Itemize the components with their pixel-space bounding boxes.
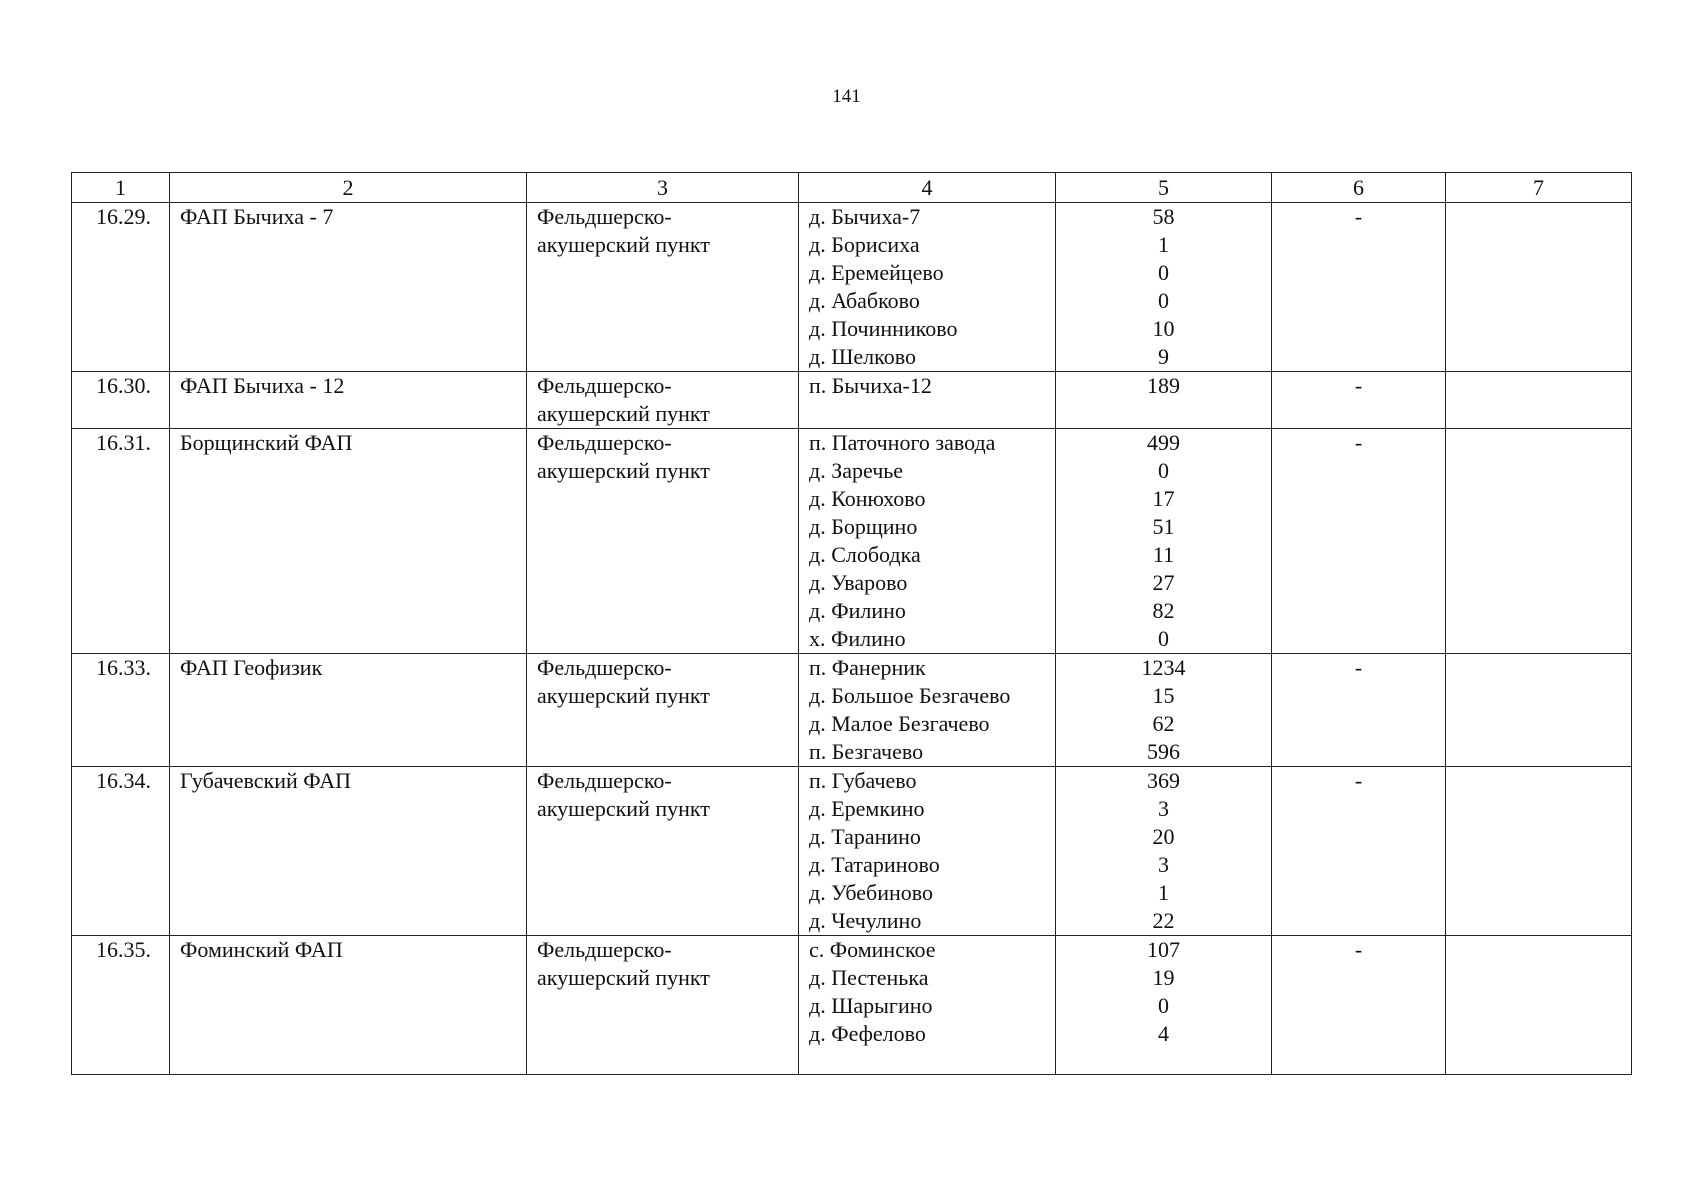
locality-name: п. Бычиха-12 [809,373,932,398]
locality-name: д. Чечулино [809,908,922,933]
locality-name: д. Филино [809,598,906,623]
table-row [72,767,1632,936]
localities-cell [799,203,1056,372]
column-6-cell: - [1272,767,1446,936]
population-value: 189 [1147,373,1180,398]
locality-name: д. Борщино [809,514,918,539]
population-value: 0 [1158,288,1169,313]
column-7-cell [1446,767,1632,936]
facility-type-cell [527,767,799,936]
population-cell [1056,767,1272,936]
population-value: 17 [1152,486,1175,511]
column-header: 7 [1446,173,1632,203]
locality-name: д. Татариново [809,852,940,877]
locality-name: д. Шелково [809,344,916,369]
locality-name: п. Паточного завода [809,430,996,455]
population-cell [1056,936,1272,1075]
locality-name: д. Малое Безгачево [809,711,990,736]
facility-type-cell [527,429,799,654]
population-value: 1234 [1141,655,1186,680]
facility-name-cell: Фоминский ФАП [170,936,527,1075]
column-7-cell [1446,372,1632,429]
table-row [72,654,1632,767]
population-cell [1056,429,1272,654]
locality-name: х. Филино [809,626,906,651]
facility-name-cell: Губачевский ФАП [170,767,527,936]
facility-name-cell: Борщинский ФАП [170,429,527,654]
header-row [72,173,1632,203]
localities-cell [799,936,1056,1075]
row-number-cell: 16.31. [72,429,170,654]
column-header: 1 [72,173,170,203]
population-value: 369 [1147,768,1180,793]
population-value: 4 [1158,1021,1169,1046]
facility-type-line: акушерский пункт [537,965,710,990]
population-value: 27 [1152,570,1175,595]
locality-name: д. Заречье [809,458,904,483]
locality-name: д. Еремейцево [809,260,944,285]
table-body [72,203,1632,1075]
table-row [72,429,1632,654]
facility-type-cell [527,372,799,429]
facility-type-line: акушерский пункт [537,401,710,426]
facility-type-line: Фельдшерско- [537,430,672,455]
locality-name: д. Бычиха-7 [809,204,921,229]
population-value: 9 [1158,344,1169,369]
locality-name: д. Фефелово [809,1021,926,1046]
facility-name-cell: ФАП Бычиха - 7 [170,203,527,372]
page-number: 141 [832,86,861,107]
facility-type-line: акушерский пункт [537,458,710,483]
facility-table [71,172,1632,1075]
locality-name: д. Абабково [809,288,920,313]
population-value: 62 [1152,711,1175,736]
table-row [72,936,1632,1075]
population-value: 0 [1158,458,1169,483]
column-6-cell: - [1272,372,1446,429]
facility-name-cell: ФАП Бычиха - 12 [170,372,527,429]
population-value: 1 [1158,880,1169,905]
column-6-cell: - [1272,429,1446,654]
locality-name: п. Губачево [809,768,917,793]
locality-name: д. Пестенька [809,965,929,990]
population-value: 82 [1152,598,1175,623]
facility-type-line: Фельдшерско- [537,937,672,962]
localities-cell [799,429,1056,654]
locality-name: д. Шарыгино [809,993,933,1018]
facility-type-cell [527,936,799,1075]
column-6-cell: - [1272,654,1446,767]
population-value: 107 [1147,937,1180,962]
column-6-cell: - [1272,203,1446,372]
locality-name: д. Уварово [809,570,908,595]
column-7-cell [1446,203,1632,372]
population-value: 20 [1152,824,1175,849]
column-header: 2 [170,173,527,203]
column-7-cell [1446,936,1632,1075]
locality-name: д. Еремкино [809,796,925,821]
column-header: 4 [799,173,1056,203]
locality-name: д. Убебиново [809,880,934,905]
facility-type-cell [527,203,799,372]
localities-cell [799,654,1056,767]
locality-name: д. Большое Безгачево [809,683,1011,708]
population-value: 58 [1152,204,1175,229]
facility-name-cell: ФАП Геофизик [170,654,527,767]
facility-type-line: акушерский пункт [537,232,710,257]
population-value: 0 [1158,993,1169,1018]
population-value: 0 [1158,260,1169,285]
column-6-cell: - [1272,936,1446,1075]
locality-name: д. Конюхово [809,486,926,511]
population-value: 3 [1158,852,1169,877]
locality-name: д. Борисиха [809,232,920,257]
population-cell [1056,203,1272,372]
population-value: 11 [1152,542,1175,567]
localities-cell [799,372,1056,429]
row-number-cell: 16.33. [72,654,170,767]
row-number-cell: 16.29. [72,203,170,372]
locality-name: п. Фанерник [809,655,926,680]
population-value: 19 [1152,965,1175,990]
population-value: 10 [1152,316,1175,341]
column-7-cell [1446,654,1632,767]
population-value: 0 [1158,626,1169,651]
facility-type-line: акушерский пункт [537,683,710,708]
facility-type-line: Фельдшерско- [537,655,672,680]
column-7-cell [1446,429,1632,654]
population-cell [1056,372,1272,429]
population-value: 3 [1158,796,1169,821]
locality-name: д. Таранино [809,824,921,849]
locality-name: п. Безгачево [809,739,924,764]
locality-name: д. Починниково [809,316,958,341]
locality-name: с. Фоминское [809,937,936,962]
population-value: 15 [1152,683,1175,708]
column-header: 5 [1056,173,1272,203]
facility-type-line: Фельдшерско- [537,768,672,793]
facility-type-line: Фельдшерско- [537,373,672,398]
locality-name: д. Слободка [809,542,921,567]
population-value: 22 [1152,908,1175,933]
column-header: 6 [1272,173,1446,203]
localities-cell [799,767,1056,936]
facility-type-cell [527,654,799,767]
facility-type-line: акушерский пункт [537,796,710,821]
population-value: 499 [1147,430,1180,455]
row-number-cell: 16.35. [72,936,170,1075]
table-row [72,203,1632,372]
table-row [72,372,1632,429]
row-number-cell: 16.34. [72,767,170,936]
population-value: 51 [1152,514,1175,539]
row-number-cell: 16.30. [72,372,170,429]
population-value: 1 [1158,232,1169,257]
population-value: 596 [1147,739,1180,764]
facility-type-line: Фельдшерско- [537,204,672,229]
column-header: 3 [527,173,799,203]
population-cell [1056,654,1272,767]
